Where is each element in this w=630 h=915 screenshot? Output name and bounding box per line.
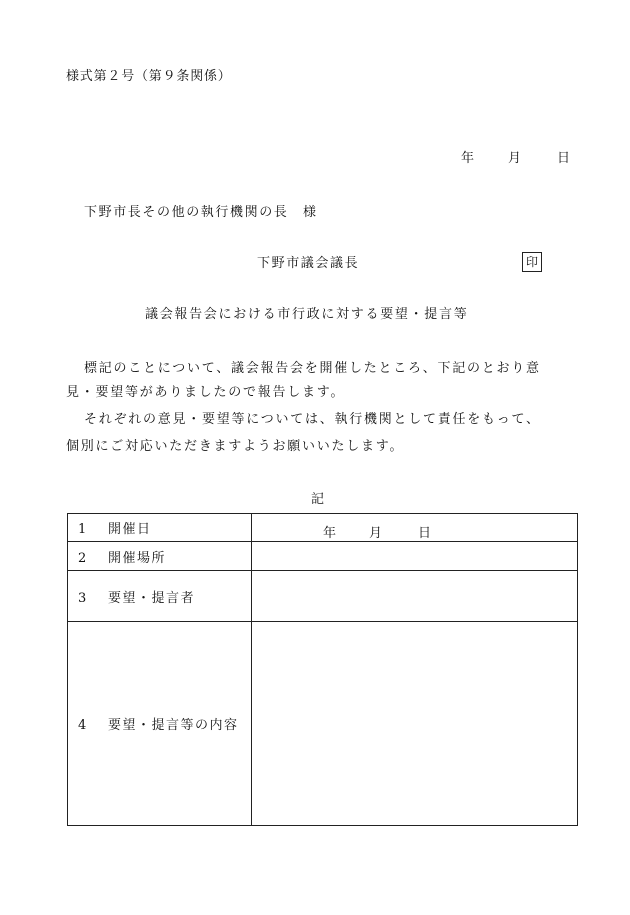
row-label: 開催日: [108, 522, 152, 537]
addressee: 下野市長その他の執行機関の長 様: [84, 205, 318, 220]
row-label-cell: [68, 622, 252, 826]
report-table: [67, 513, 578, 826]
row-label: 開催場所: [108, 550, 167, 566]
row-number: 2: [78, 550, 88, 566]
meeting-date-month-label: 月: [369, 526, 384, 541]
meeting-date-field[interactable]: [252, 514, 578, 542]
row-label-cell: [68, 514, 252, 542]
requester-field[interactable]: [252, 571, 578, 622]
row-label: 要望・提言者: [108, 590, 196, 606]
document-title: 議会報告会における市行政に対する要望・提言等: [145, 307, 469, 322]
row-label-cell: [68, 542, 252, 571]
body-line: 個別にご対応いただきますようお願いいたします。: [66, 439, 405, 454]
form-number: 様式第２号（第９条関係）: [66, 69, 232, 84]
date-year-label: 年: [461, 151, 475, 166]
row-number: 4: [78, 718, 88, 733]
row-number: 1: [78, 522, 88, 537]
meeting-date-year-label: 年: [323, 526, 338, 541]
row-label: 要望・提言等の内容: [108, 718, 239, 733]
row-number: 3: [78, 590, 88, 606]
table-row-requester: [68, 571, 578, 622]
meeting-date-day-label: 日: [418, 526, 433, 541]
body-line: 見・要望等がありましたので報告します。: [66, 385, 346, 400]
row-label-cell: [68, 571, 252, 622]
ki-heading: 記: [311, 492, 326, 507]
seal-mark: 印: [522, 252, 542, 272]
sender: 下野市議会議長: [257, 256, 360, 271]
table-row-date: [68, 514, 578, 542]
body-line: 標記のことについて、議会報告会を開催したところ、下記のとおり意: [84, 361, 541, 376]
date-day-label: 日: [557, 151, 571, 166]
table-row-content: [68, 622, 578, 826]
date-month-label: 月: [508, 151, 522, 166]
table-row-venue: [68, 542, 578, 571]
venue-field[interactable]: [252, 542, 578, 571]
request-content-field[interactable]: [252, 622, 578, 826]
body-line: それぞれの意見・要望等については、執行機関として責任をもって、: [84, 412, 541, 427]
